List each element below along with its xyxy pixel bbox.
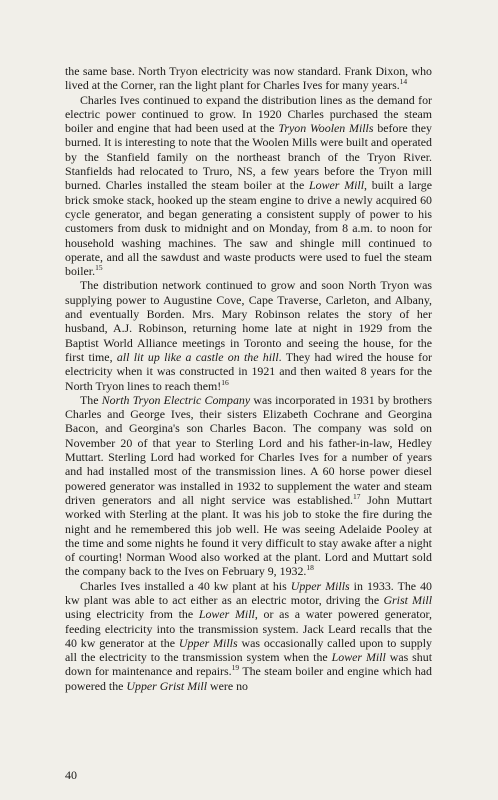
paragraph-1 bbox=[65, 64, 432, 93]
footnote-ref: 17 bbox=[353, 491, 361, 501]
page-number: 40 bbox=[65, 768, 77, 782]
italic-run: Lower Mill bbox=[331, 650, 386, 665]
footnote-ref: 19 bbox=[231, 663, 240, 673]
italic-run: Tryon Woolen Mills bbox=[278, 121, 374, 136]
text-run: the same base. North Tryon electricity was now standard. Frank Dixon, who lived at the Corner, ran the light plant for Charles Ives for many years. bbox=[65, 64, 432, 93]
paragraph-2 bbox=[65, 93, 432, 279]
footnote-ref: 16 bbox=[221, 377, 229, 387]
italic-run: Lower Mill bbox=[309, 178, 365, 193]
text-run: Charles Ives installed a 40 kw plant at his bbox=[80, 578, 291, 593]
text-run: John Muttart worked with Sterling at the plant. It was his job to stoke the fire during the night and he remembered this job well. He was seeing Adelaide Pooley at the time and some nights he found it very difficult to stay awake after a night of courting! Norman Wood also worked at the plant. Lord and Muttart sold the company back to the Ives on February 9, 1932. bbox=[65, 492, 432, 579]
paragraph-5 bbox=[65, 579, 432, 693]
text-run: , or as a water powered generator, feeding electricity into the transmission system. Jack Leard recalls that the 40 kw generator at the bbox=[65, 607, 432, 650]
italic-run: North Tryon Electric Company bbox=[101, 392, 251, 407]
body-text bbox=[65, 64, 432, 693]
text-run: were no bbox=[207, 678, 248, 693]
text-run: The steam boiler and engine which had powered the bbox=[65, 664, 432, 693]
italic-run: Upper Mills bbox=[178, 635, 238, 650]
paragraph-4 bbox=[65, 393, 432, 579]
paragraph-3 bbox=[65, 278, 432, 392]
text-run: The distribution network continued to grow and soon North Tryon was supplying power to Augustine Cove, Cape Traverse, Carleton, and Albany, and eventually Borden. Mrs. Mary Robinson relates the story of her husband, A.J. Robinson, returning home late at night in 1929 from the Baptist World Alliance meetings in Toronto and seeing the house, for the first time, bbox=[65, 278, 432, 364]
text-run: in 1933. The 40 kw plant was able to act either as an electric motor, driving the bbox=[65, 578, 432, 607]
italic-run: all lit up like a castle on the hill bbox=[116, 349, 279, 364]
text-run: was shut down for maintenance and repairs. bbox=[65, 650, 432, 679]
text-run: . They had wired the house for electricity when it was constructed in 1921 and then waited 8 years for the North Tryon lines to reach them! bbox=[65, 349, 432, 393]
text-run: was incorporated in 1931 by brothers Charles and George Ives, their sisters Elizabeth Cochrane and Georgina Bacon, and Georgina's son Charles Bacon. The company was sold on November 20 of that year to Sterling Lord and his father-in-law, Hedley Muttart. Sterling Lord had worked for Charles Ives for a number of years and had installed most of the transmission lines. A 60 horse power diesel powered generator was installed in 1932 to supplement the water and steam driven generators and all night service was established. bbox=[65, 392, 432, 507]
text-run: , built a large brick smoke stack, hooked up the steam engine to drive a newly acquired 60 cycle generator, and began generating a consistent supply of power to his customers from dusk to midnight and on Monday, from 8 a.m. to noon for household washing machines. The saw and shingle mill continued to operate, and all the sawdust and waste products were used to fuel the steam boiler. bbox=[65, 178, 432, 279]
text-run: before they burned. It is interesting to note that the Woolen Mills were built and operated by the Stanfield family on the northeast branch of the Tryon River. Stanfields had relocated to Truro, NS, a few years before the Tryon mill burned. Charles installed the steam boiler at the bbox=[65, 121, 432, 193]
footnote-ref: 18 bbox=[306, 563, 314, 573]
text-run: The bbox=[80, 392, 102, 407]
text-run: was occasionally called upon to supply all the electricity to the transmission system when the bbox=[65, 635, 432, 665]
text-run: using electricity from the bbox=[65, 607, 199, 622]
footnote-ref: 14 bbox=[399, 77, 408, 87]
text-run: Charles Ives continued to expand the distribution lines as the demand for electric power continued to grow. In 1920 Charles purchased the steam boiler and engine that had been used at the bbox=[65, 92, 432, 136]
footnote-ref: 15 bbox=[95, 263, 103, 273]
italic-run: Upper Mills bbox=[290, 578, 350, 593]
italic-run: Lower Mill bbox=[198, 607, 255, 622]
italic-run: Grist Mill bbox=[383, 592, 432, 607]
italic-run: Upper Grist Mill bbox=[126, 678, 208, 693]
